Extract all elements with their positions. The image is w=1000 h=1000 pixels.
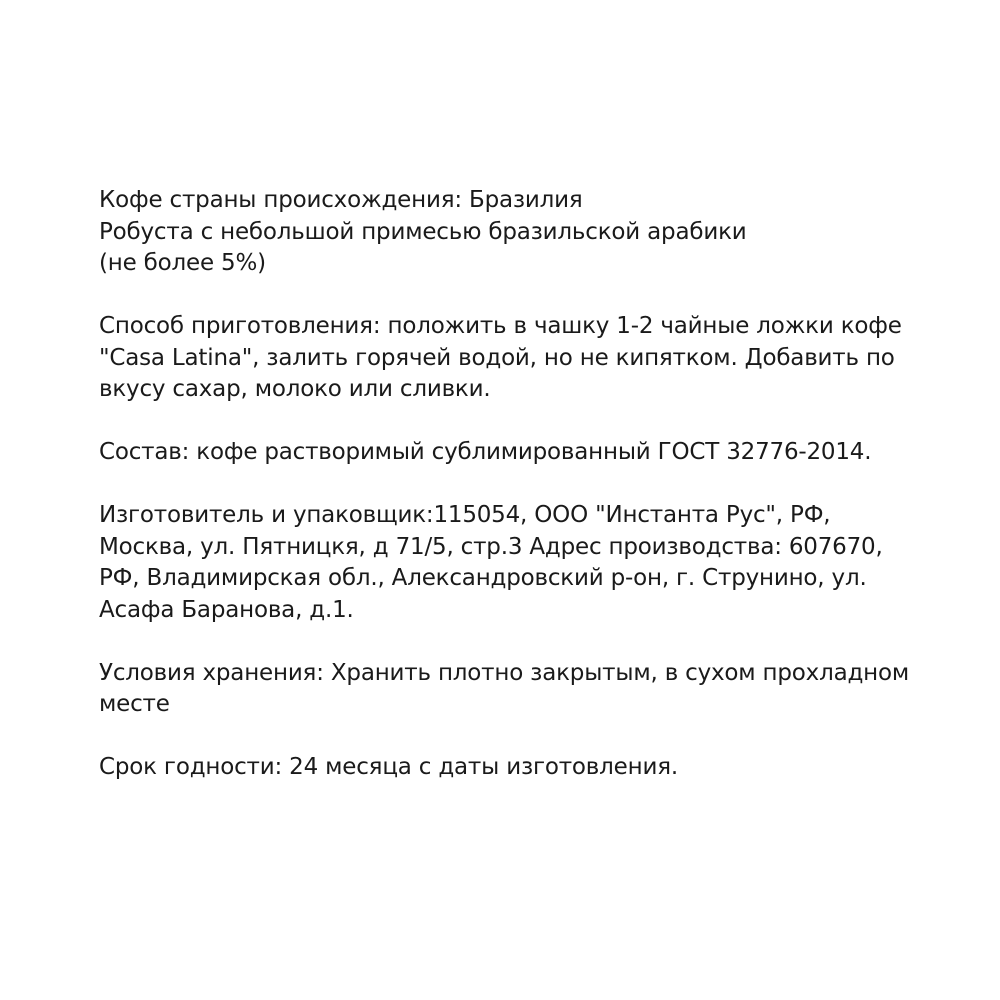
- shelf-life-line-1: Срок годности: 24 месяца с даты изготовления.: [99, 754, 678, 780]
- manufacturer-paragraph: [99, 500, 959, 626]
- product-label-text: [99, 185, 959, 815]
- manufacturer-line-2: Москва, ул. Пятницкя, д 71/5, стр.3 Адрес производства: 607670,: [99, 533, 883, 560]
- preparation-line-3: вкусу сахар, молоко или сливки.: [99, 376, 491, 402]
- storage-line-1: Условия хранения: Хранить плотно закрытым, в сухом прохладном: [99, 659, 910, 686]
- shelf-life-paragraph: [99, 752, 959, 784]
- composition-line-1: Состав: кофе растворимый сублимированный ГОСТ 32776-2014.: [99, 439, 872, 465]
- manufacturer-line-4: Асафа Баранова, д.1.: [99, 596, 354, 623]
- origin-line-1: Кофе страны происхождения: Бразилия: [99, 187, 583, 213]
- storage-line-2: месте: [99, 691, 170, 717]
- origin-line-3: (не более 5%): [99, 250, 266, 276]
- manufacturer-line-3: РФ, Владимирская обл., Александровский р-он, г. Струнино, ул.: [99, 565, 867, 591]
- origin-paragraph: [99, 185, 959, 280]
- preparation-paragraph: [99, 311, 959, 406]
- composition-paragraph: [99, 437, 959, 469]
- storage-paragraph: [99, 658, 959, 721]
- manufacturer-line-1: Изготовитель и упаковщик:115054, ООО "Инстанта Рус", РФ,: [99, 502, 831, 528]
- preparation-line-2: "Casa Latina", залить горячей водой, но не кипятком. Добавить по: [99, 344, 895, 371]
- preparation-line-1: Способ приготовления: положить в чашку 1-2 чайные ложки кофе: [99, 313, 902, 339]
- origin-line-2: Робуста с небольшой примесью бразильской арабики: [99, 218, 747, 245]
